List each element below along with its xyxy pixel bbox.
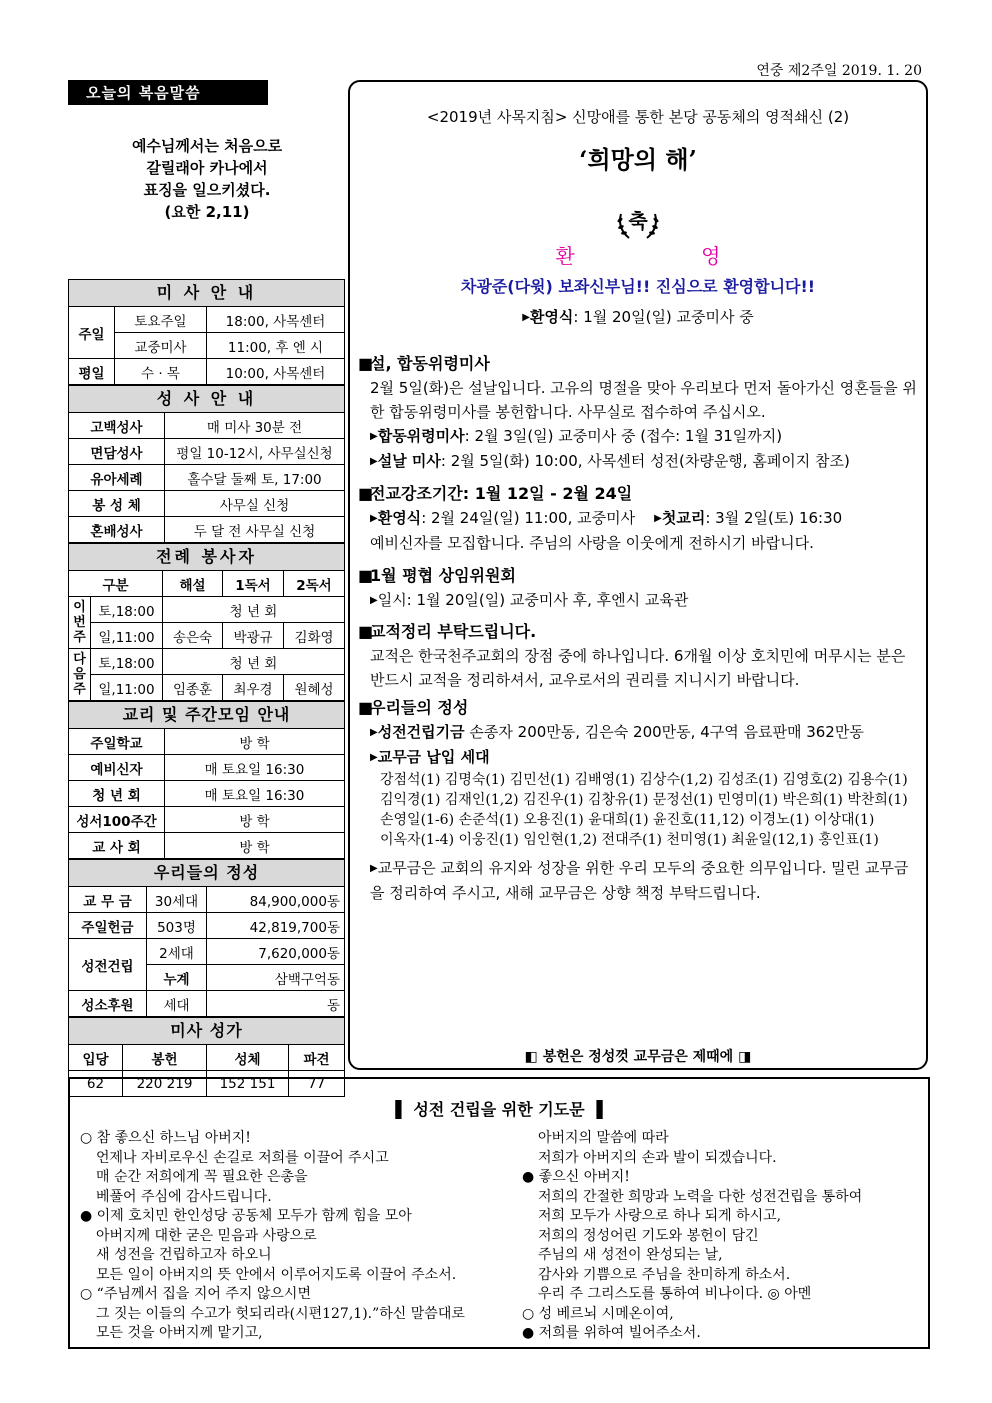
- offering-amount: 동: [207, 991, 345, 1017]
- line-text: 성 베르뇌 시메온이여,: [538, 1305, 674, 1322]
- prayer-line: [80, 1207, 520, 1227]
- hymn-header: 파견: [289, 1045, 345, 1071]
- servers-header: 전례 봉사자: [68, 543, 345, 570]
- section-registry: [358, 620, 922, 692]
- servers-table: [68, 570, 345, 701]
- sunday-label: 주일: [69, 307, 115, 359]
- emblem-char: 축: [628, 209, 648, 233]
- server-name: 최우경: [223, 675, 284, 701]
- line-text: “주님께서 집을 지어 주지 않으시면: [96, 1286, 311, 1302]
- triangle-icon: ▶: [370, 863, 378, 874]
- hymn-number: 77: [289, 1071, 345, 1097]
- square-icon: ■: [358, 484, 374, 503]
- gospel-verse: [68, 135, 346, 279]
- value: : 3월 2일(토) 16:30: [705, 509, 843, 527]
- prayer-line: 감사와 기쁨으로 주님을 찬미하게 하소서.: [538, 1266, 791, 1283]
- section-paragraph: 교적은 한국천주교회의 장점 중에 하나입니다. 6개월 이상 호치민에 머무시는 분은 반드시 교적을 정리하셔서, 교우로서의 권리를 지니시기 바랍니다.: [370, 647, 906, 689]
- laurel-icon: [611, 204, 665, 244]
- hymn-number: 220 219: [123, 1071, 207, 1097]
- meeting-name: 청 년 회: [69, 781, 165, 807]
- gospel-line: 표징을 일으키셨다.: [143, 181, 271, 199]
- server-name: 송은숙: [163, 623, 223, 649]
- education-table: [68, 728, 345, 859]
- next-week-label: 다음주: [69, 649, 91, 701]
- prayer-line: 저희가 아버지의 손과 발이 되겠습니다.: [538, 1149, 777, 1166]
- gospel-line: 갈릴래아 카나에서: [146, 159, 268, 177]
- value: 교무금은 교회의 유지와 성장을 위한 우리 모두의 중요한 의무입니다. 밀린 교무금을 정리하여 주시고, 새해 교무금은 상향 책정 부탁드립니다.: [370, 859, 909, 902]
- prayer-box: [68, 1077, 930, 1349]
- square-icon: ■: [358, 566, 374, 585]
- meeting-name: 주일학교: [69, 729, 165, 755]
- welcome-ceremony: [350, 306, 926, 327]
- sacrament-info: 두 달 전 사무실 신청: [165, 517, 345, 543]
- triangle-icon: ▶: [370, 752, 378, 763]
- prayer-line: 언제나 자비로우신 손길로 저희를 이끌어 주시고: [96, 1149, 389, 1166]
- offering-table: [68, 886, 345, 1017]
- prayer-line: 아버지께 대한 굳은 믿음과 사랑으로: [96, 1227, 317, 1244]
- offering-count: 누계: [147, 965, 207, 991]
- label: 설날 미사: [377, 452, 441, 470]
- offering-slogan: ◧ 봉헌은 정성껏 교무금은 제때에 ◨: [524, 1049, 752, 1065]
- prayer-line: 매 순간 저희에게 꼭 필요한 은총을: [96, 1169, 308, 1185]
- sacrament-info: 사무실 신청: [165, 491, 345, 517]
- prayer-title: ▌ 성전 건립을 위한 기도문 ▐: [395, 1100, 603, 1119]
- offering-type: 성소후원: [69, 991, 147, 1017]
- left-column: [68, 80, 346, 1097]
- meeting-name: 성서100주간: [69, 807, 165, 833]
- sacrament-name: 면담성사: [69, 439, 165, 465]
- meeting-info: 방 학: [165, 833, 345, 859]
- hymns-header: 미사 성가: [68, 1017, 345, 1044]
- prayer-line: 주님의 새 성전이 완성되는 날,: [538, 1247, 723, 1263]
- line-text: 저희를 위하여 빌어주소서.: [538, 1325, 701, 1341]
- meeting-info: 방 학: [165, 729, 345, 755]
- square-icon: ■: [358, 698, 374, 717]
- mass-guide-header: 미 사 안 내: [68, 279, 345, 306]
- service-time: 일,11:00: [91, 675, 163, 701]
- section-seollal: [358, 352, 922, 474]
- label: 환영식: [529, 308, 574, 326]
- mass-type: 토요주일: [115, 307, 207, 333]
- sacrament-info: 평일 10-12시, 사무실신청: [165, 439, 345, 465]
- gospel-header: 오늘의 복음말씀: [68, 80, 268, 105]
- bullet: [358, 745, 922, 770]
- sacrament-name: 봉 성 체: [69, 491, 165, 517]
- prayer-line: [522, 1168, 922, 1188]
- service-time: 토,18:00: [91, 649, 163, 675]
- sacrament-name: 유아세례: [69, 465, 165, 491]
- prayer-line: 새 성전을 건립하고자 하오니: [96, 1247, 272, 1263]
- contributor-list: [358, 770, 922, 850]
- value: : 2월 3일(일) 교중미사 중 (접수: 1월 31일까지): [464, 427, 783, 445]
- col-header: 구분: [69, 571, 163, 597]
- col-header: 해설: [163, 571, 223, 597]
- offering-count: 세대: [147, 991, 207, 1017]
- prayer-right-column: [522, 1129, 922, 1344]
- label: 성전건립기금: [377, 723, 465, 741]
- bullet: [358, 856, 922, 905]
- meeting-info: 매 토요일 16:30: [165, 755, 345, 781]
- offering-amount: 삼백구억동: [207, 965, 345, 991]
- filled-circle-icon: ●: [522, 1169, 535, 1185]
- sacrament-table: [68, 412, 345, 543]
- title-text: 교적정리 부탁드립니다.: [370, 622, 537, 641]
- prayer-left-column: [80, 1129, 520, 1344]
- square-icon: ■: [358, 354, 374, 373]
- offering-count: 30세대: [147, 887, 207, 913]
- pastoral-title: ‘희망의 해’: [579, 145, 697, 174]
- bullet: [358, 506, 922, 531]
- sacrament-header: 성 사 안 내: [68, 385, 345, 412]
- hymn-header: 입당: [69, 1045, 123, 1071]
- offering-type: 교 무 금: [69, 887, 147, 913]
- prayer-line: [80, 1129, 520, 1149]
- section-title: [358, 620, 922, 644]
- prayer-line: 저희 모두가 사랑으로 하나 되게 하시고,: [538, 1208, 782, 1224]
- sacrament-info: 매 미사 30분 전: [165, 413, 345, 439]
- triangle-icon: ▶: [370, 595, 378, 606]
- value: 손종자 200만동, 김은숙 200만동, 4구역 음료판매 362만동: [464, 723, 864, 741]
- welcome-heading: 환 영: [555, 244, 781, 268]
- meeting-info: 방 학: [165, 807, 345, 833]
- server-name: 원혜성: [284, 675, 345, 701]
- prayer-line: [522, 1305, 922, 1325]
- line-text: 이제 호치민 한인성당 공동체 모두가 함께 힘을 모아: [96, 1208, 412, 1224]
- hymn-header: 봉헌: [123, 1045, 207, 1071]
- triangle-icon: ▶: [370, 456, 378, 467]
- section-title: [358, 482, 922, 506]
- title-text: 우리들의 정성: [370, 698, 469, 717]
- offering-type: 성전건립: [69, 939, 147, 991]
- col-header: 2독서: [284, 571, 345, 597]
- triangle-icon: ▶: [370, 727, 378, 738]
- bullet: [358, 720, 922, 745]
- prayer-line: 모든 일이 아버지의 뜻 안에서 이루어지도록 이끌어 주소서.: [96, 1266, 457, 1283]
- section-offerings: [358, 696, 922, 905]
- offering-amount: 42,819,700동: [207, 913, 345, 939]
- value: : 1월 20일(일) 교중미사 중: [573, 308, 754, 326]
- prayer-line: 아버지의 말씀에 따라: [538, 1130, 669, 1146]
- sacrament-name: 혼배성사: [69, 517, 165, 543]
- col-header: 1독서: [223, 571, 284, 597]
- announcements-box: [348, 80, 928, 1070]
- offering-type: 주일헌금: [69, 913, 147, 939]
- offering-count: 503명: [147, 913, 207, 939]
- list-item: 이옥자(1-4) 이웅진(1) 임인현(1,2) 전대주(1) 천미영(1) 최윤일(12,1) 홍인표(1): [380, 832, 879, 848]
- section-evangelization: [358, 482, 922, 555]
- offering-count: 2세대: [147, 939, 207, 965]
- mass-time: 18:00, 사목센터: [207, 307, 345, 333]
- weekday-label: 평일: [69, 359, 115, 385]
- prayer-line: 우리 주 그리스도를 통하여 비나이다. ◎ 아멘: [538, 1286, 812, 1302]
- prayer-line: [522, 1324, 922, 1344]
- value: 일시: 1월 20일(일) 교중미사 후, 후엔시 교육관: [377, 591, 689, 609]
- section-title: [358, 352, 922, 376]
- server-all: 청 년 회: [163, 649, 345, 675]
- service-time: 토,18:00: [91, 597, 163, 623]
- value: : 2월 5일(화) 10:00, 사목센터 성전(차량운행, 홈페이지 참조): [440, 452, 850, 470]
- label: 첫교리: [661, 509, 706, 527]
- hymn-number: 62: [69, 1071, 123, 1097]
- section-council: [358, 564, 922, 613]
- this-week-label: 이번주: [69, 597, 91, 649]
- mass-type: 교중미사: [115, 333, 207, 359]
- hymn-header: 성체: [207, 1045, 289, 1071]
- service-time: 일,11:00: [91, 623, 163, 649]
- circle-icon: ○: [80, 1130, 93, 1146]
- offering-amount: 84,900,000동: [207, 887, 345, 913]
- section-title: [358, 696, 922, 720]
- sacrament-info: 홀수달 둘째 토, 17:00: [165, 465, 345, 491]
- title-text: 전교강조기간: 1월 12일 - 2월 24일: [370, 484, 633, 503]
- bullet: [358, 449, 922, 474]
- prayer-line: 모든 것을 아버지께 맡기고,: [96, 1325, 263, 1341]
- section-paragraph: 예비신자를 모집합니다. 주님의 사랑을 이웃에게 전하시기 바랍니다.: [370, 534, 814, 552]
- server-name: 박광규: [223, 623, 284, 649]
- mass-time: 11:00, 후 엔 시: [207, 333, 345, 359]
- triangle-icon: ▶: [522, 312, 530, 323]
- triangle-icon: ▶: [370, 513, 378, 524]
- sacrament-name: 고백성사: [69, 413, 165, 439]
- circle-icon: ○: [80, 1286, 93, 1302]
- value: : 2월 24일(일) 11:00, 교중미사: [421, 509, 636, 527]
- hymn-number: 152 151: [207, 1071, 289, 1097]
- filled-circle-icon: ●: [80, 1208, 93, 1224]
- mass-guide-table: [68, 306, 345, 385]
- prayer-line: 그 짓는 이들의 수고가 헛되리라(시편127,1).”하신 말씀대로: [96, 1305, 465, 1322]
- title-text: 설, 합동위령미사: [370, 354, 490, 373]
- list-item: 손영일(1-6) 손준석(1) 오용진(1) 윤대희(1) 윤진호(11,12) 이경노(1) 이상대(1): [380, 812, 875, 828]
- line-text: 참 좋으신 하느님 아버지!: [96, 1130, 251, 1146]
- bullet: [358, 424, 922, 449]
- line-text: 좋으신 아버지!: [538, 1169, 630, 1185]
- label: 환영식: [377, 509, 422, 527]
- bullet: [358, 588, 922, 613]
- offering-amount: 7,620,000동: [207, 939, 345, 965]
- list-item: 강점석(1) 김명숙(1) 김민선(1) 김배영(1) 김상수(1,2) 김성조(1) 김영호(2) 김용수(1): [380, 772, 908, 788]
- server-all: 청 년 회: [163, 597, 345, 623]
- square-icon: ■: [358, 622, 374, 641]
- meeting-name: 교 사 회: [69, 833, 165, 859]
- triangle-icon: ▶: [370, 431, 378, 442]
- section-title: [358, 564, 922, 588]
- pastoral-subtitle: <2019년 사목지침> 신망애를 통한 본당 공동체의 영적쇄신 (2): [426, 108, 850, 126]
- bulletin-date: 연중 제2주일 2019. 1. 20: [756, 63, 922, 79]
- server-name: 임종훈: [163, 675, 223, 701]
- circle-icon: ○: [522, 1305, 535, 1322]
- education-header: 교리 및 주간모임 안내: [68, 701, 345, 728]
- offering-header: 우리들의 정성: [68, 859, 345, 886]
- label: 교무금 납입 세대: [377, 748, 490, 766]
- label: 합동위령미사: [377, 427, 465, 445]
- filled-circle-icon: ●: [522, 1325, 535, 1341]
- prayer-line: [80, 1285, 520, 1305]
- meeting-info: 매 토요일 16:30: [165, 781, 345, 807]
- prayer-line: 저희의 간절한 희망과 노력을 다한 성전건립을 통하여: [538, 1188, 863, 1205]
- server-name: 김화영: [284, 623, 345, 649]
- section-paragraph: 2월 5일(화)은 설날입니다. 고유의 명절을 맞아 우리보다 먼저 돌아가신 영혼들을 위한 합동위령미사를 봉헌합니다. 사무실로 접수하여 주십시오.: [370, 379, 917, 421]
- triangle-icon: ▶: [654, 513, 662, 524]
- welcome-message: 차광준(다윗) 보좌신부님!! 진심으로 환영합니다!!: [460, 277, 816, 296]
- prayer-line: 저희의 정성어린 기도와 봉헌이 담긴: [538, 1227, 759, 1244]
- meeting-name: 예비신자: [69, 755, 165, 781]
- gospel-line: 예수님께서는 처음으로: [131, 137, 283, 155]
- mass-type: 수 · 목: [115, 359, 207, 385]
- mass-time: 10:00, 사목센터: [207, 359, 345, 385]
- list-item: 김익경(1) 김재인(1,2) 김진우(1) 김창유(1) 문정선(1) 민영미(1) 박은희(1) 박찬희(1): [380, 792, 908, 808]
- title-text: 1월 평협 상임위원회: [370, 566, 516, 585]
- prayer-line: 베풀어 주심에 감사드립니다.: [96, 1188, 272, 1205]
- gospel-line: (요한 2,11): [164, 203, 250, 221]
